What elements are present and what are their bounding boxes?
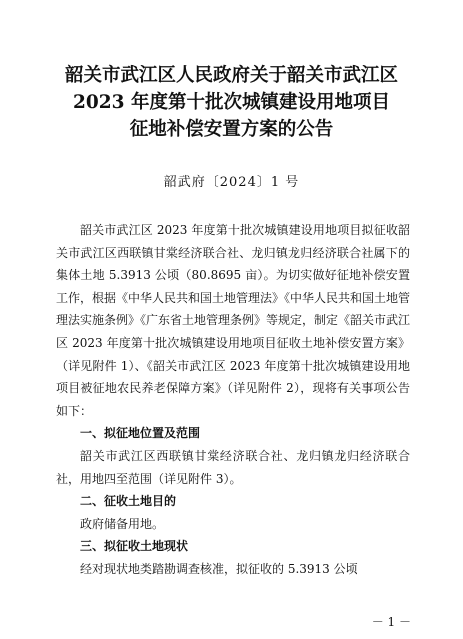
document-number: 韶武府〔2024〕1 号 [163, 175, 300, 190]
title-line-2: 2023 年度第十批次城镇建设用地项目 [73, 92, 390, 113]
intro-paragraph: 韶关市武江区 2023 年度第十批次城镇建设用地项目拟征收韶关市武江区西联镇甘棠经济联合社、龙归镇龙归经济联合社属下的集体土地 5.3913 公顷（80.8695 亩）。为切实做好征地补偿安置工作，根据《中华人民共和国土地管理法》《中华人民共和国土地管理法实施条例》《广东省土地管理条例》等规定，制定《韶关市武江区 2023 年度第十批次城镇建设用地项目征收土地补偿安置方案》（详见附件 1）、《韶关市武江区 2023 年度第十批次城镇建设用地项目被征地农民养老保障方案》（详见附件 2），现将有关事项公告如下： [56, 223, 411, 418]
section-1-text: 韶关市武江区西联镇甘棠经济联合社、龙归镇龙归经济联合社，用地四至范围（详见附件 3）。 [56, 448, 410, 486]
announcement-title [0, 62, 463, 143]
title-line-1: 韶关市武江区人民政府关于韶关市武江区 [64, 65, 398, 86]
section-3-text: 经对现状地类踏勘调查核准，拟征收的 5.3913 公顷 [80, 561, 358, 576]
document-body [56, 219, 410, 581]
section-2-text: 政府储备用地。 [80, 516, 165, 531]
page-number: － 1 － [371, 615, 411, 629]
title-line-3: 征地补偿安置方案的公告 [129, 119, 334, 140]
section-1-heading: 一、拟征地位置及范围 [80, 426, 201, 441]
section-2-heading: 二、征收土地目的 [80, 494, 177, 509]
section-3-heading: 三、拟征收土地现状 [80, 539, 189, 554]
